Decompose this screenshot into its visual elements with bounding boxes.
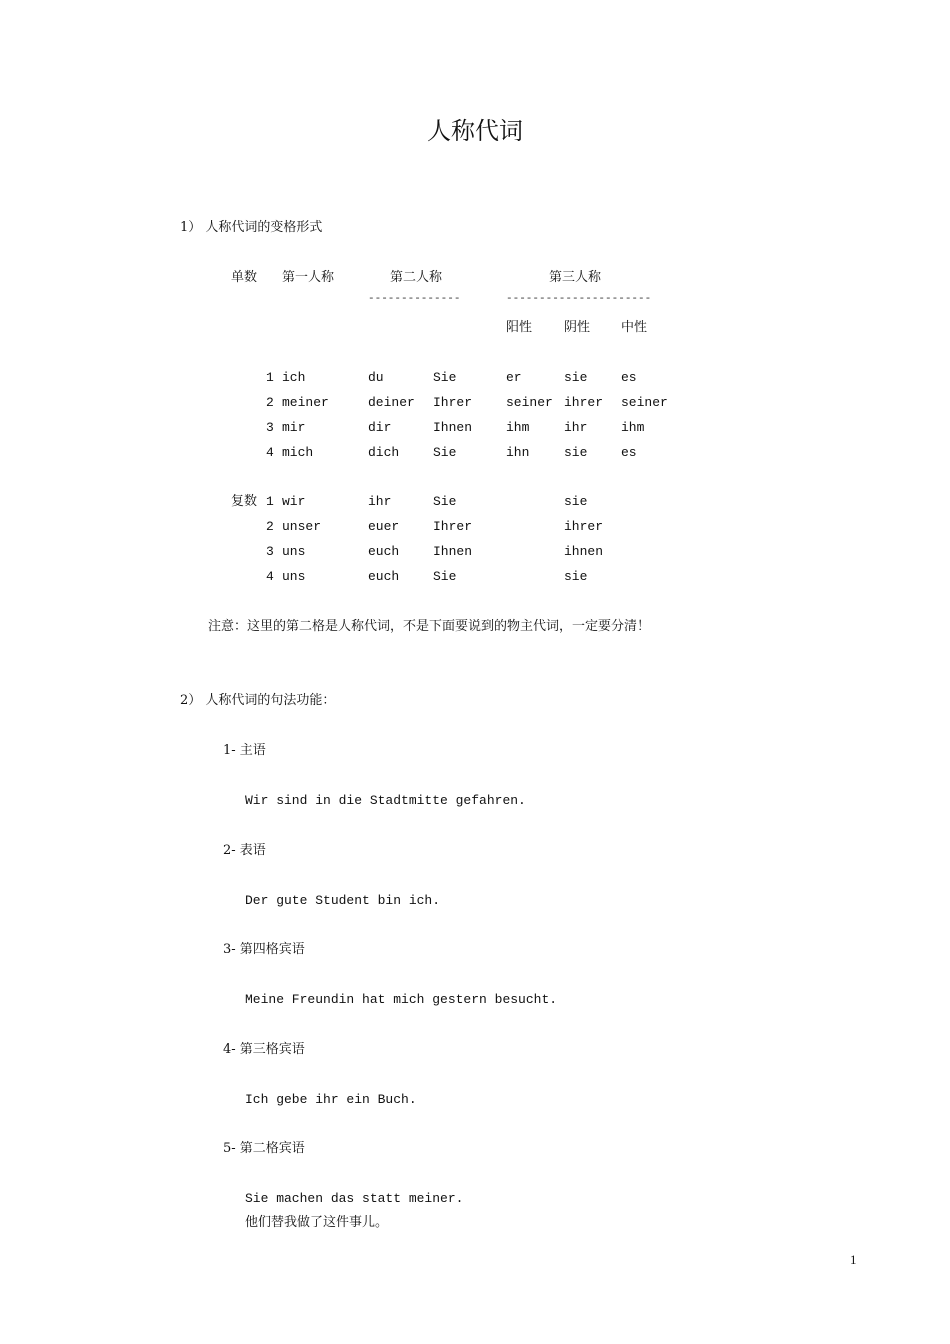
case-number: 2	[266, 395, 274, 410]
feminine-cell: sie	[564, 445, 588, 460]
first-person-cell: meiner	[282, 395, 329, 410]
feminine-cell: sie	[564, 370, 588, 385]
plural-label: 复数	[231, 494, 258, 509]
first-person-cell: ich	[282, 370, 306, 385]
feminine-cell: ihrer	[564, 519, 604, 534]
example-dative: Ich gebe ihr ein Buch.	[245, 1092, 417, 1107]
feminine-cell: ihrer	[564, 395, 604, 410]
feminine-cell: ihr	[564, 420, 588, 435]
masculine-header: 阳性	[506, 320, 533, 335]
example-predicative: Der gute Student bin ich.	[245, 893, 441, 908]
masculine-cell: seiner	[506, 395, 553, 410]
sie-formal-cell: Ihrer	[433, 519, 473, 534]
section2-heading: 2） 人称代词的句法功能：	[180, 693, 336, 708]
masculine-cell: ihn	[506, 445, 530, 460]
case-number: 3	[266, 420, 274, 435]
sie-formal-cell: Sie	[433, 494, 457, 509]
sie-formal-cell: Sie	[433, 569, 457, 584]
function-label-dative: 4- 第三格宾语	[223, 1042, 305, 1057]
du-cell: du	[368, 370, 384, 385]
neuter-cell: es	[621, 445, 637, 460]
singular-label: 单数	[231, 270, 258, 285]
first-person-cell: mir	[282, 420, 306, 435]
note: 注意：这里的第二格是人称代词，不是下面要说到的物主代词，一定要分清！	[208, 619, 651, 634]
neuter-cell: ihm	[621, 420, 645, 435]
function-label-accusative: 3- 第四格宾语	[223, 942, 305, 957]
second-person-header: 第二人称	[390, 270, 443, 285]
neuter-header: 中性	[621, 320, 648, 335]
feminine-cell: sie	[564, 569, 588, 584]
du-cell: euch	[368, 569, 400, 584]
function-label-subject: 1- 主语	[223, 743, 266, 758]
first-person-cell: uns	[282, 569, 306, 584]
page-number: 1	[850, 1252, 857, 1267]
second-person-rule: --------------	[368, 293, 461, 305]
du-cell: dir	[368, 420, 392, 435]
sie-formal-cell: Sie	[433, 445, 457, 460]
sie-formal-cell: Sie	[433, 370, 457, 385]
third-person-rule: ----------------------	[506, 293, 652, 305]
masculine-cell: ihm	[506, 420, 530, 435]
du-cell: ihr	[368, 494, 392, 509]
du-cell: dich	[368, 445, 400, 460]
case-number: 1	[266, 370, 274, 385]
example-accusative: Meine Freundin hat mich gestern besucht.	[245, 992, 558, 1007]
sie-formal-cell: Ihnen	[433, 420, 473, 435]
feminine-cell: sie	[564, 494, 588, 509]
case-number: 3	[266, 544, 274, 559]
function-label-predicative: 2- 表语	[223, 843, 266, 858]
du-cell: deiner	[368, 395, 415, 410]
first-person-cell: uns	[282, 544, 306, 559]
case-number: 4	[266, 445, 274, 460]
first-person-cell: unser	[282, 519, 322, 534]
first-person-header: 第一人称	[282, 270, 335, 285]
masculine-cell: er	[506, 370, 522, 385]
first-person-cell: mich	[282, 445, 314, 460]
feminine-cell: ihnen	[564, 544, 604, 559]
neuter-cell: seiner	[621, 395, 668, 410]
function-label-genitive: 5- 第二格宾语	[223, 1141, 305, 1156]
page-title: 人称代词	[427, 117, 523, 145]
example-subject: Wir sind in die Stadtmitte gefahren.	[245, 793, 526, 808]
neuter-cell: es	[621, 370, 637, 385]
feminine-header: 阴性	[564, 320, 591, 335]
section1-heading: 1） 人称代词的变格形式	[180, 220, 323, 235]
sie-formal-cell: Ihrer	[433, 395, 473, 410]
example-genitive-translation: 他们替我做了这件事儿。	[245, 1215, 389, 1230]
sie-formal-cell: Ihnen	[433, 544, 473, 559]
case-number: 1	[266, 494, 274, 509]
du-cell: euch	[368, 544, 400, 559]
example-genitive: Sie machen das statt meiner.	[245, 1191, 464, 1206]
first-person-cell: wir	[282, 494, 306, 509]
case-number: 2	[266, 519, 274, 534]
case-number: 4	[266, 569, 274, 584]
du-cell: euer	[368, 519, 400, 534]
third-person-header: 第三人称	[549, 270, 602, 285]
